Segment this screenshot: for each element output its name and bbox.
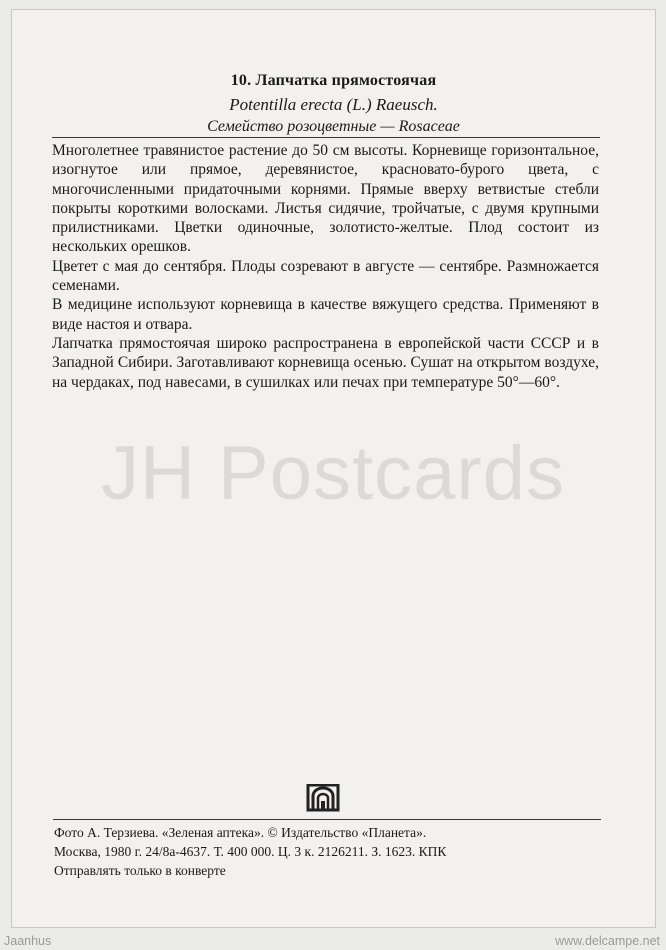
- description: [52, 141, 599, 392]
- latin-name: Potentilla erecta (L.) Raeusch.: [229, 95, 438, 114]
- plant-family: Семейство розоцветные — Rosaceae: [207, 118, 460, 135]
- paragraph-medicine: В медицине используют корневища в качестве вяжущего средства. Применяют в виде настоя и отвара.: [52, 296, 599, 333]
- imprint-line-credits: Фото А. Терзиева. «Зеленая аптека». © Издательство «Планета».: [54, 825, 427, 840]
- watermark: JH Postcards: [101, 431, 565, 516]
- paragraph-distribution: Лапчатка прямостоячая широко распространена в европейской части СССР и в Западной Сибири. Заготавливают корневища осенью. Сушат на открытом воздухе, на чердаках, под навесами, в сушилках или печах при температуре 50°—60°.: [52, 334, 599, 391]
- bottom-divider: [53, 819, 601, 820]
- header: [12, 72, 655, 136]
- site-url[interactable]: www.delcampe.net: [555, 934, 660, 948]
- seller-name: Jaanhus: [4, 934, 52, 948]
- planeta-logo-icon: [302, 784, 346, 812]
- top-divider: [52, 137, 600, 138]
- paragraph-description: Многолетнее травянистое растение до 50 см высоты. Корневище горизонтальное, изогнутое или прямое, деревянистое, красновато-бурого цвета, с многочисленными придаточными корнями. Прямые вверху ветвистые стебли покрыты короткими волосками. Листья сидячие, тройчатые, с двумя крупными прилистниками. Цветки одиночные, золотисто-желтые. Плод состоит из нескольких орешков.: [52, 142, 599, 256]
- imprint: [54, 823, 614, 880]
- plant-title: 10. Лапчатка прямостоячая: [230, 72, 437, 89]
- paragraph-flowering: Цветет с мая до сентября. Плоды созревают в августе — сентябре. Размножается семенами.: [52, 257, 599, 295]
- imprint-line-mailing: Отправлять только в конверте: [54, 863, 226, 878]
- imprint-line-print: Москва, 1980 г. 24/8а-4637. Т. 400 000. Ц. 3 к. 2126211. З. 1623. КПК: [54, 844, 447, 859]
